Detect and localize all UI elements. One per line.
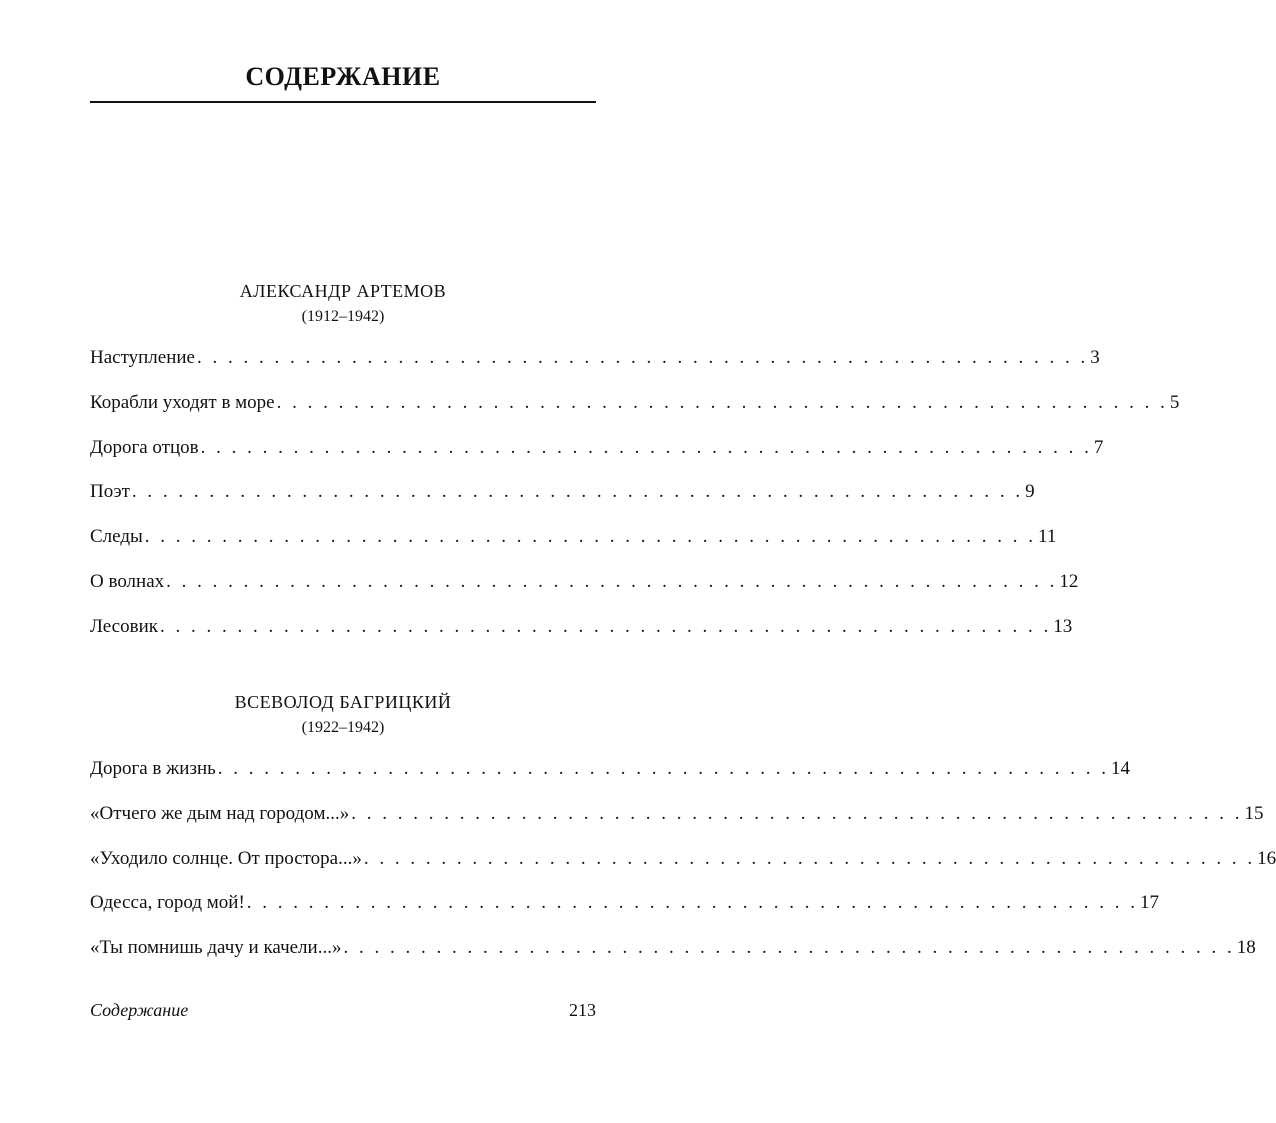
running-footer: [90, 1000, 596, 1021]
toc-leader: . . . . . . . . . . . . . . . . . . . . . . . . . . . . . . . . . . . . . . . . . . . . . . . . . . . . . . . . . .: [351, 802, 1243, 824]
toc-entry-title: Дорога отцов: [90, 436, 199, 458]
toc-entry-title: Поэт: [90, 481, 130, 503]
toc-page-number: 17: [1140, 892, 1160, 914]
toc-entry-title: «Уходило солнце. От простора...»: [90, 847, 362, 869]
toc-leader: . . . . . . . . . . . . . . . . . . . . . . . . . . . . . . . . . . . . . . . . . . . . . . . . . . . . . . . . . .: [276, 391, 1168, 413]
toc-leader: . . . . . . . . . . . . . . . . . . . . . . . . . . . . . . . . . . . . . . . . . . . . . . . . . . . . . . . . . .: [144, 526, 1037, 548]
toc-leader: . . . . . . . . . . . . . . . . . . . . . . . . . . . . . . . . . . . . . . . . . . . . . . . . . . . . . . . . . .: [246, 892, 1139, 914]
toc-list: [90, 754, 1276, 978]
toc-entry[interactable]: [90, 799, 1264, 844]
toc-page-number: 5: [1169, 391, 1180, 413]
toc-entry[interactable]: [90, 888, 1160, 933]
toc-entry[interactable]: [90, 522, 1057, 567]
toc-entry[interactable]: [90, 933, 1256, 978]
toc-entry[interactable]: [90, 343, 1100, 388]
toc-entry[interactable]: [90, 754, 1131, 799]
toc-list: [90, 343, 1180, 657]
toc-page-number: 16: [1257, 847, 1276, 869]
toc-page-number: 9: [1025, 481, 1035, 503]
toc-entry-title: Одесса, город мой!: [90, 892, 245, 914]
toc-leader: . . . . . . . . . . . . . . . . . . . . . . . . . . . . . . . . . . . . . . . . . . . . . . . . . . . . . . . . . .: [166, 570, 1058, 592]
toc-page-number: 18: [1236, 937, 1256, 959]
toc-entry[interactable]: [90, 477, 1035, 522]
toc-leader: . . . . . . . . . . . . . . . . . . . . . . . . . . . . . . . . . . . . . . . . . . . . . . . . . . . . . . . . . .: [343, 937, 1235, 959]
toc-entry-title: Корабли уходят в море: [90, 391, 275, 413]
toc-leader: . . . . . . . . . . . . . . . . . . . . . . . . . . . . . . . . . . . . . . . . . . . . . . . . . . . . . . . . . .: [200, 436, 1092, 458]
toc-entry-title: Наступление: [90, 347, 195, 368]
toc-page-number: 3: [1090, 347, 1100, 368]
page-title: СОДЕРЖАНИЕ: [245, 62, 441, 91]
toc-entry[interactable]: [90, 567, 1079, 612]
author-years: (1922–1942): [301, 719, 385, 736]
toc-entry[interactable]: [90, 388, 1180, 433]
toc-entry[interactable]: [90, 844, 1276, 889]
toc-entry-title: «Ты помнишь дачу и качели...»: [90, 937, 342, 959]
toc-page-number: 12: [1059, 570, 1079, 592]
author-heading: [90, 278, 596, 330]
toc-page-number: 11: [1038, 526, 1057, 548]
toc-leader: . . . . . . . . . . . . . . . . . . . . . . . . . . . . . . . . . . . . . . . . . . . . . . . . . . . . . . . . . .: [217, 758, 1110, 779]
toc-leader: . . . . . . . . . . . . . . . . . . . . . . . . . . . . . . . . . . . . . . . . . . . . . . . . . . . . . . . . . .: [159, 615, 1052, 637]
toc-entry-title: О волнах: [90, 570, 165, 592]
toc-page-number: 7: [1093, 436, 1104, 458]
author-years: (1912–1942): [301, 308, 385, 325]
page-number: 213: [569, 1000, 596, 1020]
toc-leader: . . . . . . . . . . . . . . . . . . . . . . . . . . . . . . . . . . . . . . . . . . . . . . . . . . . . . . . . . .: [363, 847, 1256, 869]
toc-page-number: 13: [1053, 615, 1073, 637]
toc-leader: . . . . . . . . . . . . . . . . . . . . . . . . . . . . . . . . . . . . . . . . . . . . . . . . . . . . . . . . . .: [197, 347, 1089, 368]
toc-entry-title: Дорога в жизнь: [90, 758, 216, 779]
author-name: АЛЕКСАНДР АРТЕМОВ: [239, 281, 447, 301]
running-head: Содержание: [90, 1000, 189, 1020]
toc-leader: . . . . . . . . . . . . . . . . . . . . . . . . . . . . . . . . . . . . . . . . . . . . . . . . . . . . . . . . . .: [131, 481, 1024, 503]
author-name: ВСЕВОЛОД БАГРИЦКИЙ: [234, 692, 452, 712]
toc-entry[interactable]: [90, 433, 1104, 478]
toc-page-number: 14: [1111, 758, 1131, 779]
toc-entry[interactable]: [90, 612, 1073, 657]
title-rule: [90, 101, 596, 103]
toc-entry-title: «Отчего же дым над городом...»: [90, 802, 350, 824]
author-heading: [90, 689, 596, 741]
toc-page-number: 15: [1244, 802, 1264, 824]
toc-entry-title: Лесовик: [90, 615, 158, 637]
toc-entry-title: Следы: [90, 526, 143, 548]
